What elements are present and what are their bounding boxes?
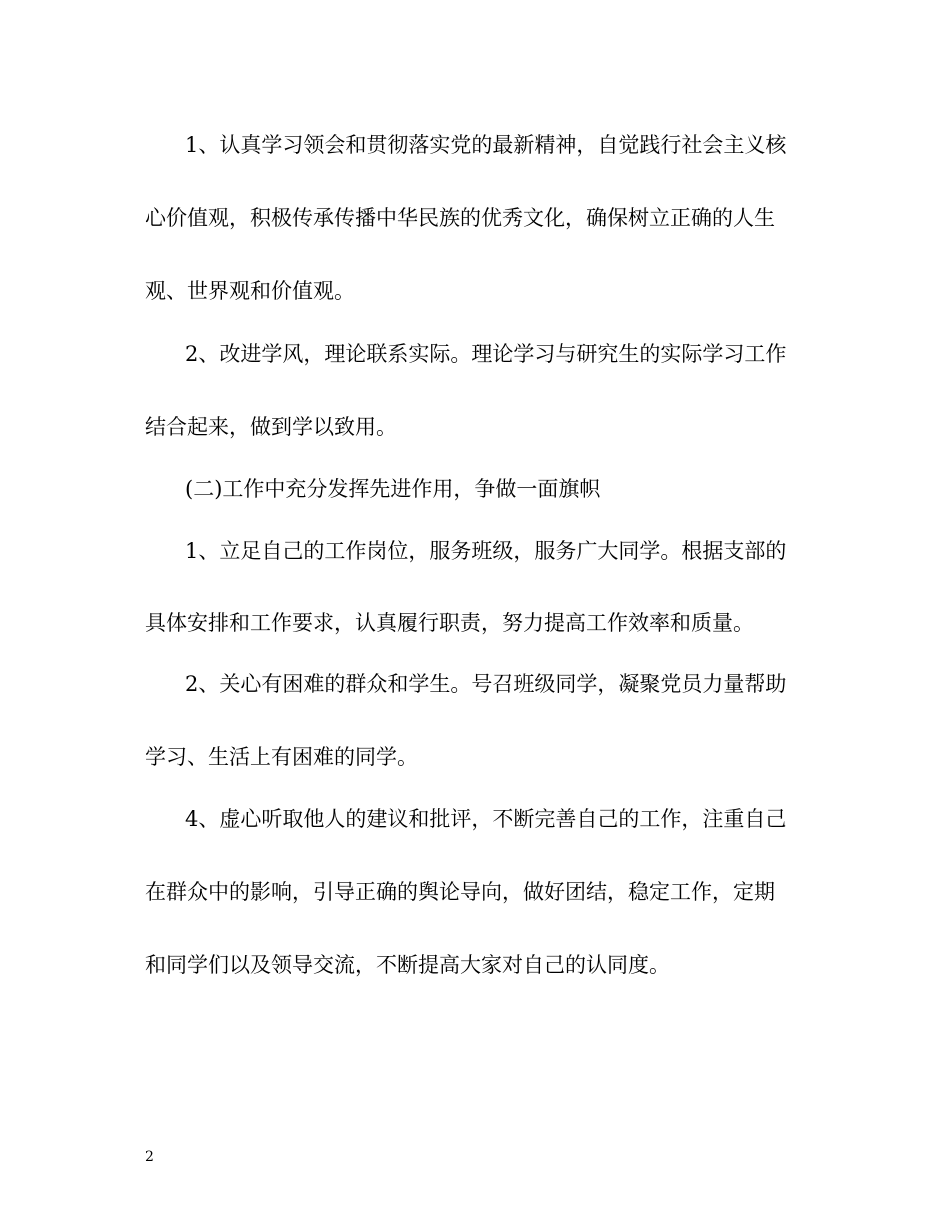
paragraph-5-line-3: 和同学们以及领导交流，不断提高大家对自己的认同度。 bbox=[145, 953, 670, 977]
paragraph-5-line-2: 在群众中的影响，引导正确的舆论导向，做好团结，稳定工作，定期 bbox=[145, 880, 775, 904]
paragraph-4-line-2: 学习、生活上有困难的同学。 bbox=[145, 745, 418, 769]
paragraph-5-line-1: 4、虚心听取他人的建议和批评，不断完善自己的工作，注重自己 bbox=[185, 807, 787, 831]
paragraph-1-line-1: 1、认真学习领会和贯彻落实党的最新精神，自觉践行社会主义核 bbox=[185, 133, 787, 157]
paragraph-1-line-3: 观、世界观和价值观。 bbox=[145, 279, 355, 303]
paragraph-3-line-2: 具体安排和工作要求，认真履行职责，努力提高工作效率和质量。 bbox=[145, 611, 754, 635]
page-number: 2 bbox=[145, 1149, 154, 1165]
paragraph-3-line-1: 1、立足自己的工作岗位，服务班级，服务广大同学。根据支部的 bbox=[185, 539, 787, 563]
paragraph-4-line-1: 2、关心有困难的群众和学生。号召班级同学，凝聚党员力量帮助 bbox=[185, 672, 787, 696]
paragraph-2-line-1: 2、改进学风，理论联系实际。理论学习与研究生的实际学习工作 bbox=[185, 342, 787, 366]
paragraph-1-line-2: 心价值观，积极传承传播中华民族的优秀文化，确保树立正确的人生 bbox=[145, 206, 775, 230]
section-heading: (二)工作中充分发挥先进作用，争做一面旗帜 bbox=[185, 477, 601, 501]
paragraph-2-line-2: 结合起来，做到学以致用。 bbox=[145, 415, 397, 439]
